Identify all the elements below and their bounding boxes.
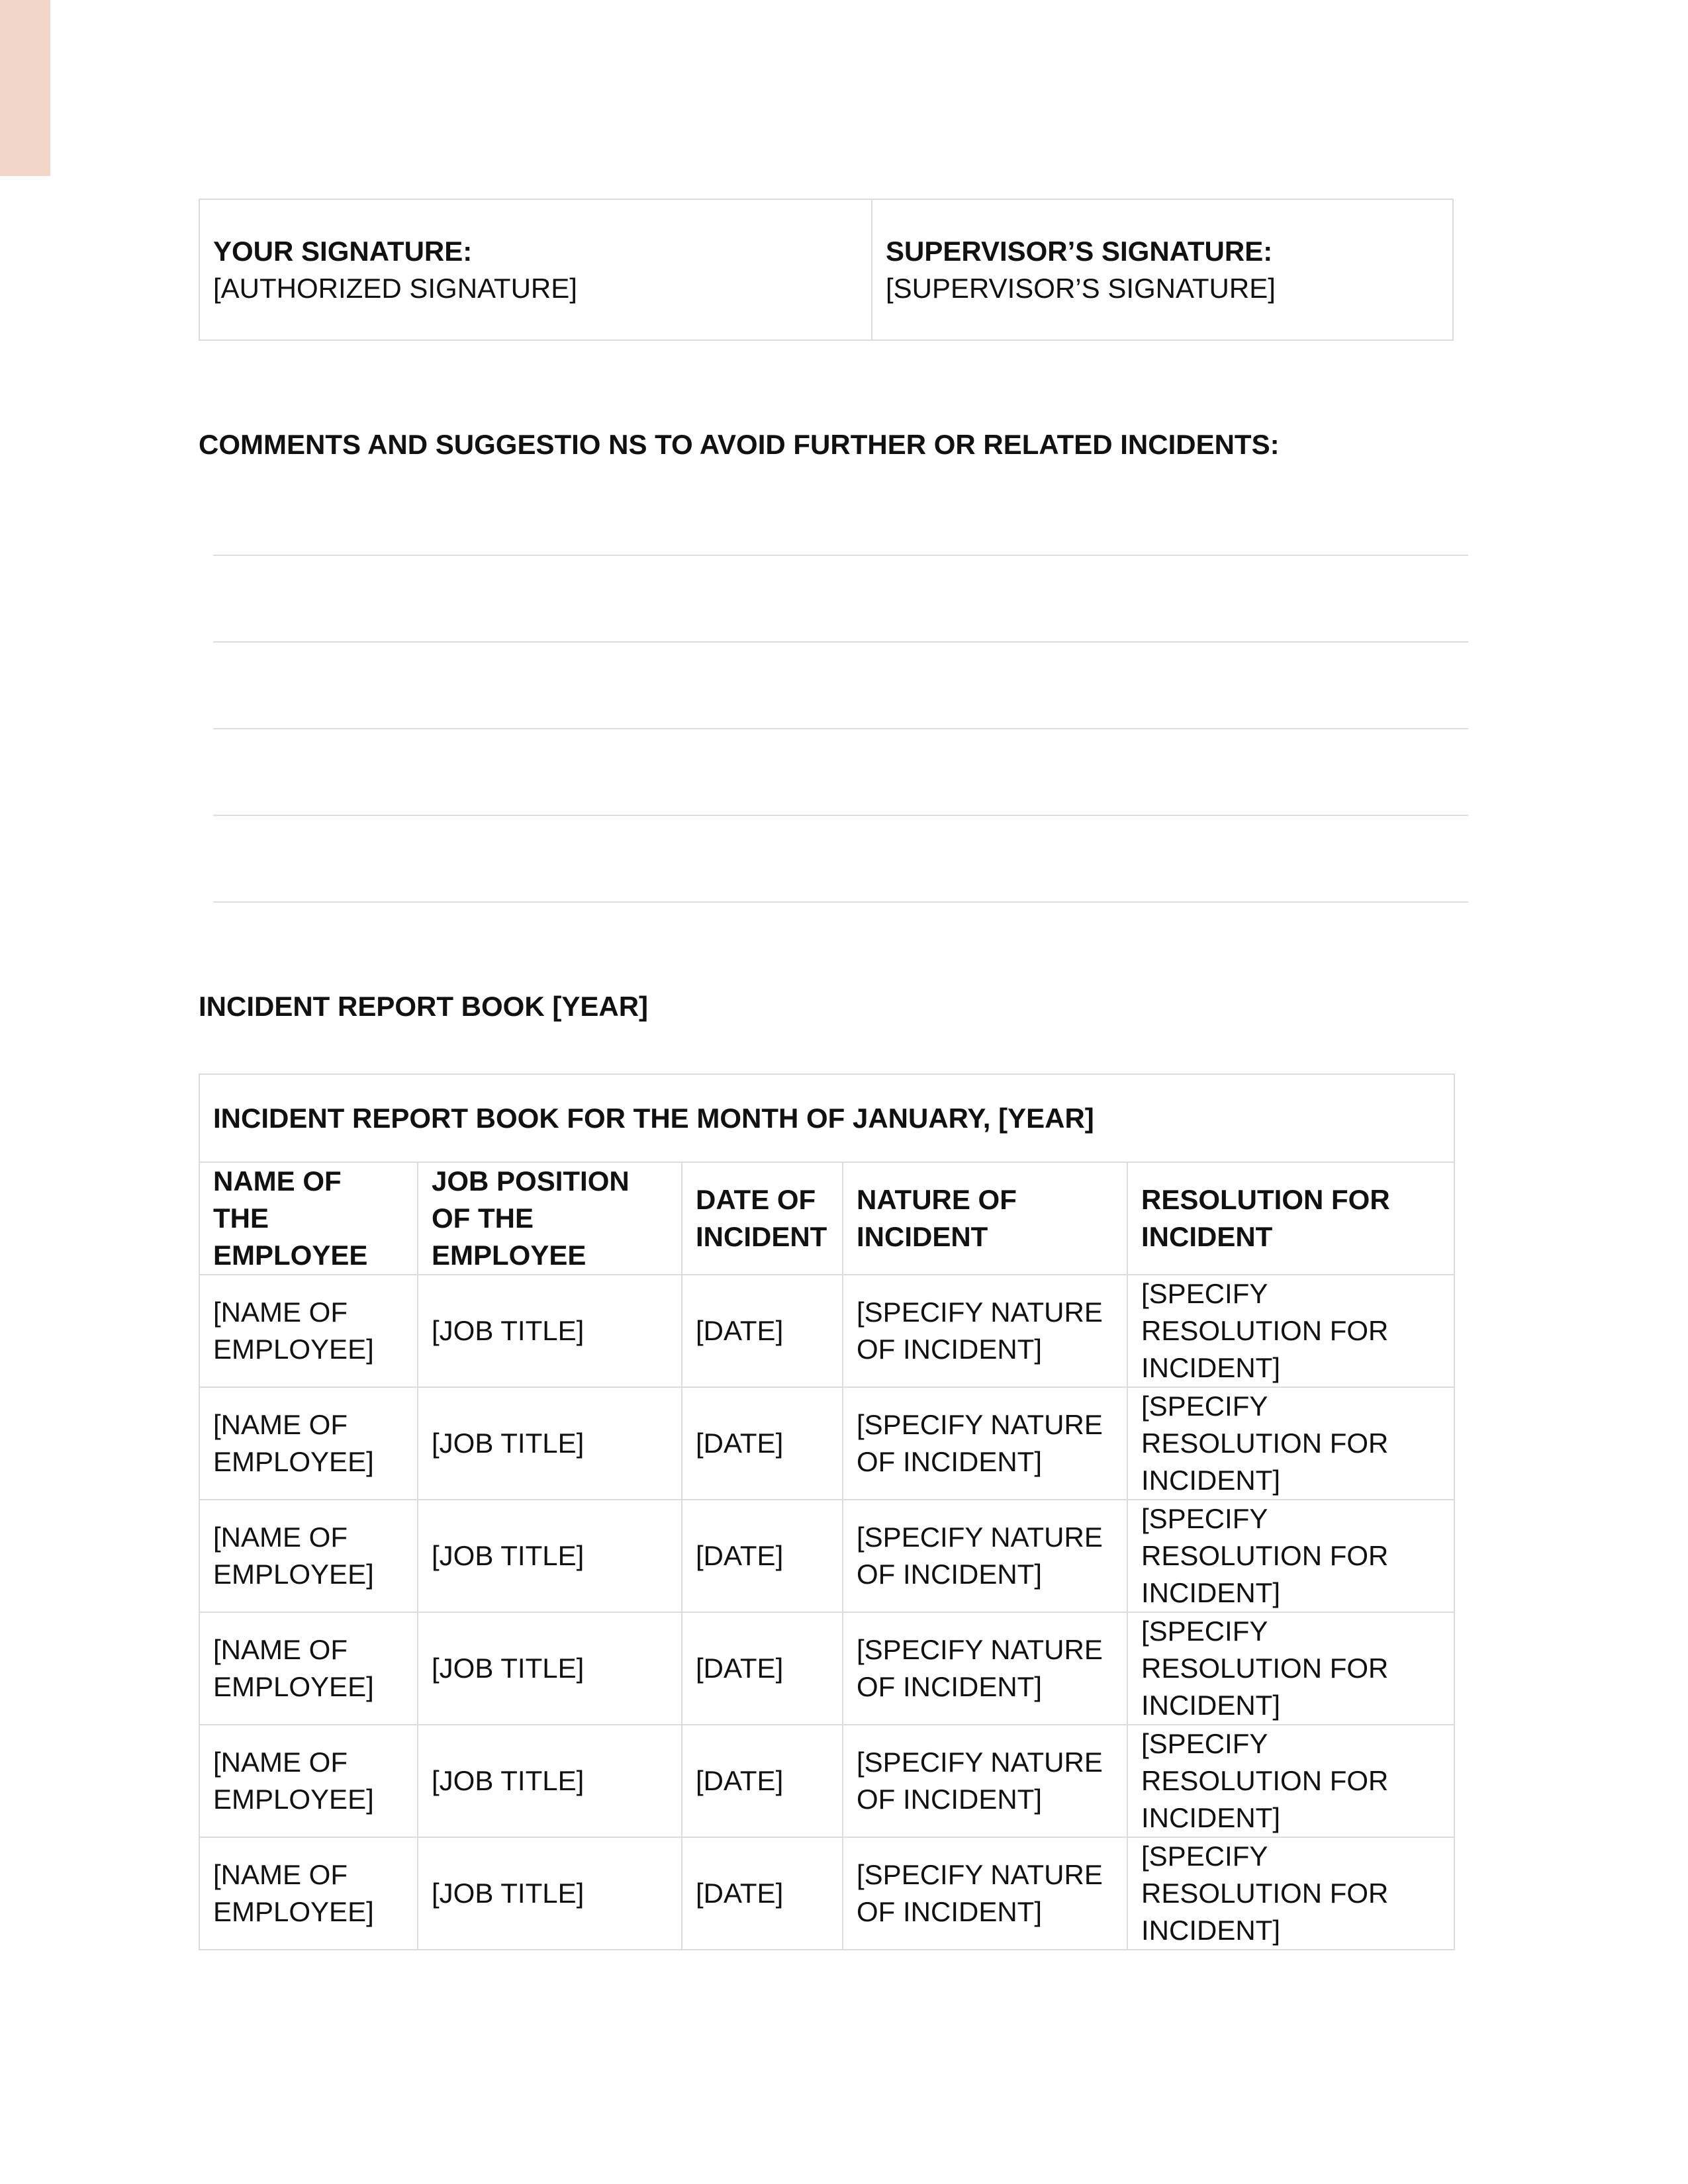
table-row <box>199 1275 1454 1387</box>
your-signature-value: [AUTHORIZED SIGNATURE] <box>213 272 577 304</box>
column-header: RESOLUTION FOR INCIDENT <box>1127 1162 1454 1275</box>
table-cell: [SPECIFY NATURE OF INCIDENT] <box>843 1612 1127 1725</box>
table-cell: [DATE] <box>682 1725 843 1837</box>
table-row <box>199 1500 1454 1612</box>
table-cell: [SPECIFY NATURE OF INCIDENT] <box>843 1387 1127 1500</box>
book-heading: INCIDENT REPORT BOOK [YEAR] <box>199 991 649 1022</box>
column-header: DATE OF INCIDENT <box>682 1162 843 1275</box>
your-signature-label: YOUR SIGNATURE: <box>213 235 473 267</box>
comment-line <box>213 641 1468 643</box>
column-header: NAME OF THE EMPLOYEE <box>199 1162 418 1275</box>
table-header-row <box>199 1162 1454 1275</box>
column-header: NATURE OF INCIDENT <box>843 1162 1127 1275</box>
table-cell: [JOB TITLE] <box>418 1500 682 1612</box>
table-cell: [JOB TITLE] <box>418 1725 682 1837</box>
table-cell: [NAME OF EMPLOYEE] <box>199 1725 418 1837</box>
table-cell: [SPECIFY RESOLUTION FOR INCIDENT] <box>1127 1387 1454 1500</box>
column-header: JOB POSITION OF THE EMPLOYEE <box>418 1162 682 1275</box>
supervisor-signature-cell <box>872 199 1453 340</box>
table-cell: [NAME OF EMPLOYEE] <box>199 1500 418 1612</box>
table-cell: [SPECIFY RESOLUTION FOR INCIDENT] <box>1127 1837 1454 1950</box>
table-title-row <box>199 1074 1454 1162</box>
table-cell: [SPECIFY NATURE OF INCIDENT] <box>843 1275 1127 1387</box>
table-cell: [SPECIFY RESOLUTION FOR INCIDENT] <box>1127 1725 1454 1837</box>
signature-table <box>199 199 1454 341</box>
your-signature-cell <box>199 199 872 340</box>
incident-report-table <box>199 1073 1455 1950</box>
table-cell: [SPECIFY NATURE OF INCIDENT] <box>843 1500 1127 1612</box>
table-cell: [SPECIFY NATURE OF INCIDENT] <box>843 1725 1127 1837</box>
table-cell: [JOB TITLE] <box>418 1837 682 1950</box>
table-cell: [NAME OF EMPLOYEE] <box>199 1837 418 1950</box>
signature-row <box>199 199 1453 340</box>
table-row <box>199 1612 1454 1725</box>
comment-line <box>213 728 1468 729</box>
table-row <box>199 1837 1454 1950</box>
table-cell: [DATE] <box>682 1837 843 1950</box>
table-row <box>199 1387 1454 1500</box>
comments-heading: COMMENTS AND SUGGESTIO NS TO AVOID FURTHER OR RELATED INCIDENTS: <box>199 429 1280 460</box>
table-title: INCIDENT REPORT BOOK FOR THE MONTH OF JANUARY, [YEAR] <box>199 1074 1454 1162</box>
table-cell: [JOB TITLE] <box>418 1387 682 1500</box>
table-cell: [DATE] <box>682 1387 843 1500</box>
table-cell: [DATE] <box>682 1500 843 1612</box>
table-row <box>199 1725 1454 1837</box>
table-cell: [DATE] <box>682 1275 843 1387</box>
table-cell: [JOB TITLE] <box>418 1612 682 1725</box>
table-cell: [NAME OF EMPLOYEE] <box>199 1275 418 1387</box>
corner-accent-tab <box>0 0 50 176</box>
comment-line <box>213 815 1468 816</box>
table-cell: [SPECIFY RESOLUTION FOR INCIDENT] <box>1127 1612 1454 1725</box>
comment-line <box>213 555 1468 556</box>
table-cell: [NAME OF EMPLOYEE] <box>199 1387 418 1500</box>
table-cell: [SPECIFY RESOLUTION FOR INCIDENT] <box>1127 1500 1454 1612</box>
comment-line <box>213 901 1468 903</box>
table-cell: [SPECIFY RESOLUTION FOR INCIDENT] <box>1127 1275 1454 1387</box>
table-cell: [NAME OF EMPLOYEE] <box>199 1612 418 1725</box>
table-cell: [DATE] <box>682 1612 843 1725</box>
table-cell: [JOB TITLE] <box>418 1275 682 1387</box>
supervisor-signature-label: SUPERVISOR’S SIGNATURE: <box>886 235 1273 267</box>
supervisor-signature-value: [SUPERVISOR’S SIGNATURE] <box>886 272 1276 304</box>
table-cell: [SPECIFY NATURE OF INCIDENT] <box>843 1837 1127 1950</box>
